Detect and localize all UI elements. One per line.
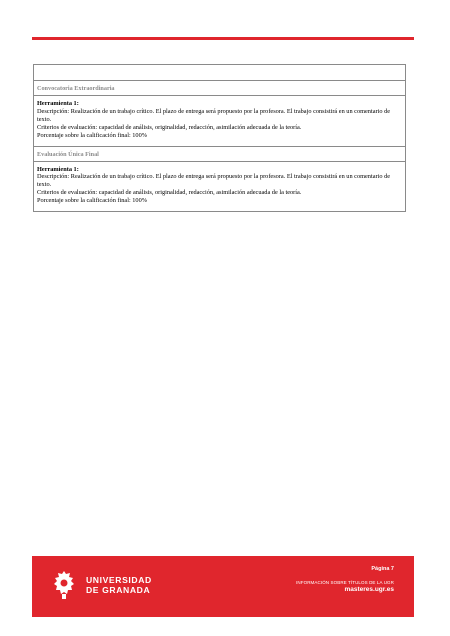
section-body-extraordinaria <box>34 95 405 146</box>
university-crest-icon <box>52 570 76 600</box>
masters-url-link[interactable]: masteres.ugr.es <box>344 586 394 593</box>
evaluation-table <box>33 64 406 212</box>
tool-criteria: Criterios de evaluación: capacidad de análisis, originalidad, redacción, asimilación adecuada de la teoría. <box>37 123 302 131</box>
page-number: Página 7 <box>371 566 394 572</box>
footer-banner <box>32 556 414 617</box>
tool-criteria: Criterios de evaluación: capacidad de análisis, originalidad, redacción, asimilación adecuada de la teoría. <box>37 189 302 197</box>
university-line2: DE GRANADA <box>86 585 151 595</box>
tool-description: Descripción: Realización de un trabajo crítico. El plazo de entrega será propuesto por la profesora. El trabajo consistirá en un comentario de texto. <box>37 107 391 123</box>
section-heading-extraordinaria: Convocatoria Extraordinaria <box>34 80 405 95</box>
university-line1: UNIVERSIDAD <box>86 575 152 585</box>
section-body-unica-final <box>34 161 405 212</box>
tool-description: Descripción: Realización de un trabajo crítico. El plazo de entrega será propuesto por la profesora. El trabajo consistirá en un comentario de texto. <box>37 173 391 189</box>
tool-title: Herramienta 1: <box>37 165 79 173</box>
tool-percentage: Porcentaje sobre la calificación final: 100% <box>37 197 147 205</box>
tool-percentage: Porcentaje sobre la calificación final: 100% <box>37 131 147 139</box>
university-name <box>86 575 152 595</box>
tool-title: Herramienta 1: <box>37 100 79 107</box>
masters-info-line: INFORMACIÓN SOBRE TÍTULOS DE LA UGR <box>296 580 394 585</box>
table-empty-row <box>34 65 405 80</box>
top-red-rule <box>32 37 414 40</box>
section-heading-unica-final: Evaluación Única Final <box>34 146 405 161</box>
